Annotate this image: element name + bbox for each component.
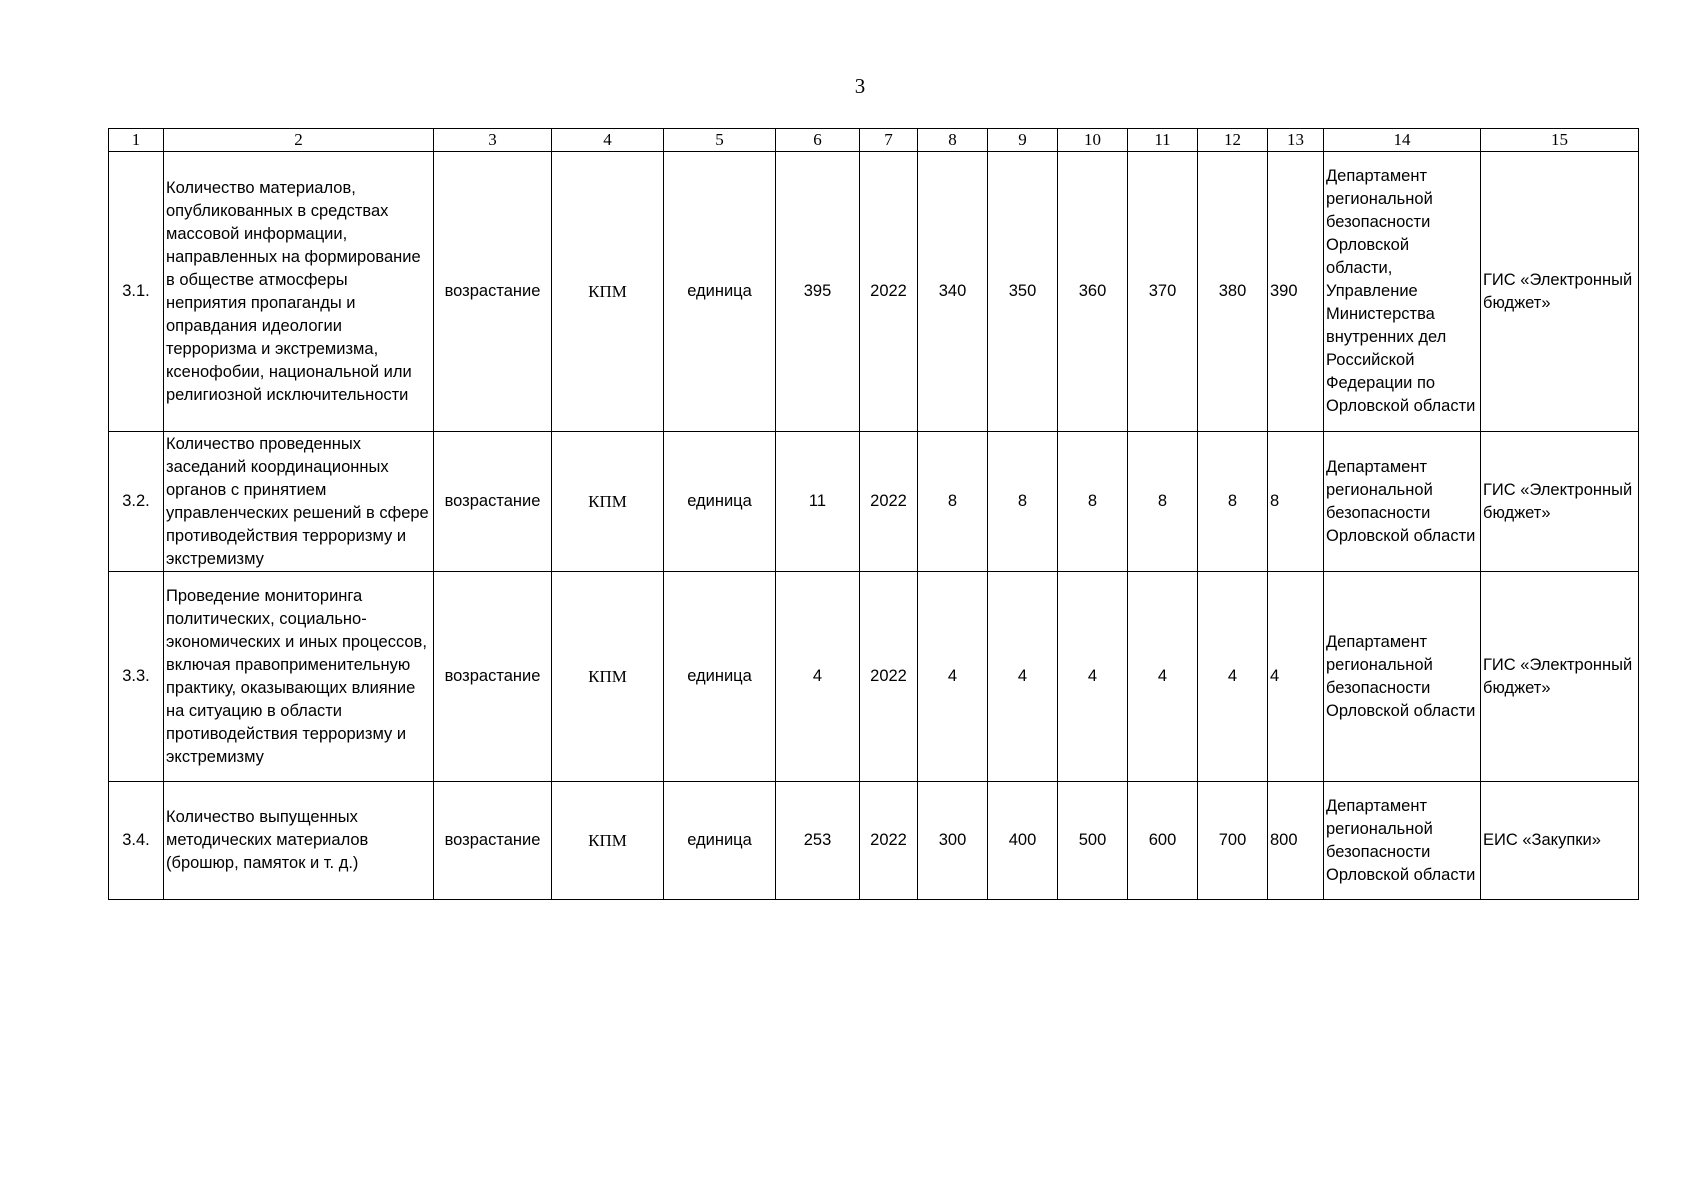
level-cell: КПМ <box>552 432 664 572</box>
value-cell: 4 <box>1058 572 1128 782</box>
column-header: 11 <box>1128 129 1198 152</box>
base-value-cell: 4 <box>776 572 860 782</box>
column-header: 7 <box>860 129 918 152</box>
info-system-cell: ЕИС «Закупки» <box>1481 782 1639 900</box>
row-index: 3.4. <box>109 782 164 900</box>
column-header: 4 <box>552 129 664 152</box>
indicator-name: Количество материалов, опубликованных в средствах массовой информации, направленных на формирование в обществе атмосферы неприятия пропаганды и оправдания идеологии терроризма и экстремизма, ксенофобии, национальной или религиозной исключительности <box>164 152 434 432</box>
unit-cell: единица <box>664 432 776 572</box>
page-number: 3 <box>854 74 866 98</box>
value-cell: 500 <box>1058 782 1128 900</box>
value-cell: 8 <box>1058 432 1128 572</box>
info-system-cell: ГИС «Электронный бюджет» <box>1481 572 1639 782</box>
value-cell: 370 <box>1128 152 1198 432</box>
value-cell: 4 <box>918 572 988 782</box>
trend-cell: возрастание <box>434 152 552 432</box>
trend-cell: возрастание <box>434 782 552 900</box>
info-system-cell: ГИС «Электронный бюджет» <box>1481 152 1639 432</box>
trend-cell: возрастание <box>434 572 552 782</box>
value-cell: 8 <box>988 432 1058 572</box>
column-header: 9 <box>988 129 1058 152</box>
value-cell: 4 <box>1198 572 1268 782</box>
value-cell: 8 <box>1268 432 1324 572</box>
table-row <box>109 432 1639 572</box>
table-row <box>109 782 1639 900</box>
value-cell: 8 <box>1198 432 1268 572</box>
value-cell: 380 <box>1198 152 1268 432</box>
value-cell: 360 <box>1058 152 1128 432</box>
column-header: 12 <box>1198 129 1268 152</box>
value-cell: 8 <box>1128 432 1198 572</box>
indicator-name: Количество проведенных заседаний координационных органов с принятием управленческих решений в сфере противодействия терроризму и экстремизму <box>164 432 434 572</box>
column-header: 3 <box>434 129 552 152</box>
responsible-cell: Департамент региональной безопасности Орловской области, Управление Министерства внутренних дел Российской Федерации по Орловской области <box>1324 152 1481 432</box>
level-cell: КПМ <box>552 572 664 782</box>
column-header: 13 <box>1268 129 1324 152</box>
value-cell: 700 <box>1198 782 1268 900</box>
column-header: 14 <box>1324 129 1481 152</box>
header-row <box>109 129 1639 152</box>
responsible-cell: Департамент региональной безопасности Орловской области <box>1324 572 1481 782</box>
column-header: 6 <box>776 129 860 152</box>
responsible-cell: Департамент региональной безопасности Орловской области <box>1324 782 1481 900</box>
info-system-cell: ГИС «Электронный бюджет» <box>1481 432 1639 572</box>
value-cell: 390 <box>1268 152 1324 432</box>
base-year-cell: 2022 <box>860 572 918 782</box>
row-index: 3.3. <box>109 572 164 782</box>
value-cell: 8 <box>918 432 988 572</box>
indicator-name: Количество выпущенных методических материалов (брошюр, памяток и т. д.) <box>164 782 434 900</box>
row-index: 3.2. <box>109 432 164 572</box>
column-header: 10 <box>1058 129 1128 152</box>
value-cell: 350 <box>988 152 1058 432</box>
table-row <box>109 152 1639 432</box>
value-cell: 800 <box>1268 782 1324 900</box>
base-year-cell: 2022 <box>860 432 918 572</box>
indicator-name: Проведение мониторинга политических, социально-экономических и иных процессов, включая правоприменительную практику, оказывающих влияние на ситуацию в области противодействия терроризму и экстремизму <box>164 572 434 782</box>
unit-cell: единица <box>664 572 776 782</box>
indicators-table <box>108 128 1639 900</box>
unit-cell: единица <box>664 152 776 432</box>
column-header: 1 <box>109 129 164 152</box>
base-value-cell: 253 <box>776 782 860 900</box>
column-header: 2 <box>164 129 434 152</box>
base-year-cell: 2022 <box>860 152 918 432</box>
column-header: 8 <box>918 129 988 152</box>
value-cell: 4 <box>988 572 1058 782</box>
responsible-cell: Департамент региональной безопасности Орловской области <box>1324 432 1481 572</box>
trend-cell: возрастание <box>434 432 552 572</box>
base-year-cell: 2022 <box>860 782 918 900</box>
value-cell: 300 <box>918 782 988 900</box>
value-cell: 4 <box>1268 572 1324 782</box>
value-cell: 340 <box>918 152 988 432</box>
value-cell: 4 <box>1128 572 1198 782</box>
level-cell: КПМ <box>552 782 664 900</box>
base-value-cell: 395 <box>776 152 860 432</box>
value-cell: 400 <box>988 782 1058 900</box>
level-cell: КПМ <box>552 152 664 432</box>
base-value-cell: 11 <box>776 432 860 572</box>
column-header: 5 <box>664 129 776 152</box>
value-cell: 600 <box>1128 782 1198 900</box>
table-row <box>109 572 1639 782</box>
unit-cell: единица <box>664 782 776 900</box>
column-header: 15 <box>1481 129 1639 152</box>
row-index: 3.1. <box>109 152 164 432</box>
